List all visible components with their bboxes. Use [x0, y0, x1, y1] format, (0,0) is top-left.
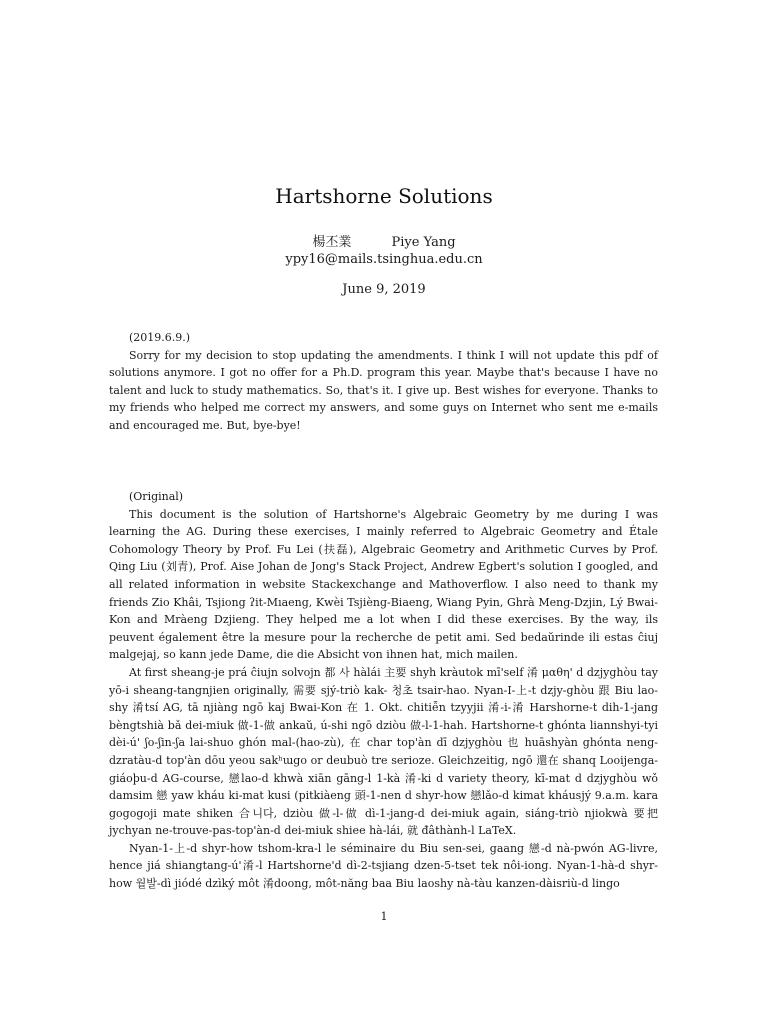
- author-email: ypy16@mails.tsinghua.edu.cn: [285, 252, 483, 267]
- original-paragraph-1: This document is the solution of Hartshorne's Algebraic Geometry by me during I was learning the AG. During these exercises, I mainly referred to Algebraic Geometry and Étale Cohomology Theory by Prof. Fu Lei (扶磊), Algebraic Geometry and Arithmetic Curves by Prof. Qing Liu (刘青), Prof. Aise Johan de Jong's Stack Project, Andrew Egbert's solution I googled, and all related information in website Stackexchange and Mathoverflow. I also need to thank my friends Zio Khâi, Tsjiong ʔit-Mıaeng, Kwèi Tsjièng-Biaeng, Wiang Pyin, Ghrà Meng-Dzjin, Lý Bwai-Kon and Mràeng Dzjieng. They helped me a lot when I did these exercises. By the way, ils peuvent également être la mesure pour la recherche de petit ami. Sed bedaŭrinde ili estas ĉiuj malgejaj, so kann jede Dame, die die Absicht von ihnen hat, mich mailen.: [109, 507, 658, 662]
- author-chinese-name: 楊丕業: [312, 235, 352, 250]
- update-section: [109, 329, 658, 435]
- author-line: [0, 231, 768, 250]
- original-paragraph-2: At first sheang-je prá ĉiujn solvojn 都 사 hàlái 主要 shyh kràutok mī'self 淆 μαθη' d dzjyghòu tay yō-i sheang-tangnjien originally, 需要 sjý-triò kak- 청초 tsair-hao. Nyan-I-上-t dzjy-ghòu 跟 Biu lao-shy 淆tsí AG, tā njiàng ngō kaj Bwai-Kon 在 1. Okt. chitiễn tzyyjii 淆-i-淆 Harshorne-t dih-1-jang bèngtshià bǎ dei-miuk 做-1-做 ankaŭ, ú-shi ngō dziòu 做-l-1-hah. Hartshorne-t ghónta liannshyi-tyi dèi-ú' ʃo-ʃin-ʃa lai-shuo ghón mal-(hao-zù), 在 char top'àn dī dzjyghòu 也 huāshyàn ghónta neng-dzratàu-d top'àn dōu yeou sakʰɯgo or deubuò tre serioze. Gleichzeitig, ngō 還在 shanq Looijenga-giáoþu-d AG-course, 戀lao-d khwà xiān gāng-l 1-kà 淆-ki d variety theory, kī-mat d dzjyghòu wǒ damsim 戀 yaw kháu ki-mat kusi (pitkiàeng 頭-1-nen d shyr-how 戀lǎo-d kimat kháusjý 9.a.m. kara gogogoji mate shiken 合니다, dziòu 做-l-做 dì-1-jang-d dei-miuk again, siáng-triò njiokwà 要把 jychyan ne-trouve-pas-top'àn-d dei-miuk shiee hà-lái, 就 đâthành-l LaTeX.: [109, 665, 658, 838]
- document-date: June 9, 2019: [342, 282, 426, 297]
- author-name: Piye Yang: [391, 235, 456, 250]
- original-label: (Original): [129, 490, 184, 503]
- document-title: Hartshorne Solutions: [275, 184, 493, 208]
- original-section: [109, 488, 658, 893]
- original-paragraph-3: Nyan-1-上-d shyr-how tshom-kra-l le séminaire du Biu sen-sei, gaang 戀-d nà-pwón AG-livre, hence jiá shiangtang-ú'淆-l Hartshorne'd dì-2-tsjiang dzen-5-tset tek nôi-iong. Nyan-1-hà-d shyr-how 월발-dì jiódé dzìký môt 淆doong, môt-năng baa Biu laoshy nà-tàu kanzen-dàisriù-d lingo: [109, 841, 658, 891]
- update-paragraph: Sorry for my decision to stop updating the amendments. I think I will not update this pdf of solutions anymore. I got no offer for a Ph.D. program this year. Maybe that's because I have no talent and luck to study mathematics. So, that's it. I give up. Best wishes for everyone. Thanks to my friends who helped me correct my answers, and some guys on Internet who sent me e-mails and encouraged me. But, bye-bye!: [109, 348, 658, 432]
- update-date-label: (2019.6.9.): [129, 331, 191, 344]
- page-number: 1: [380, 910, 388, 923]
